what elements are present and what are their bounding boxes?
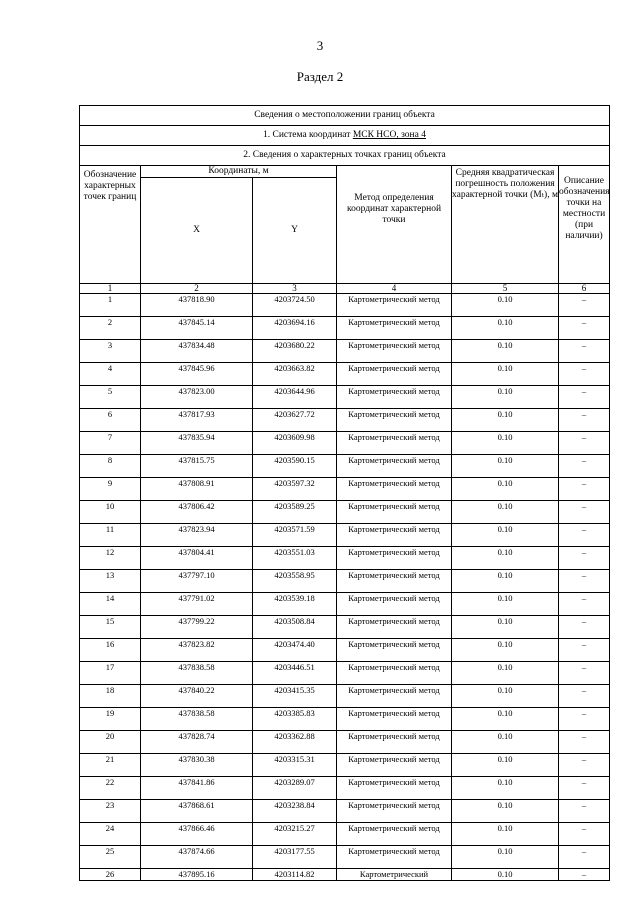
x-cell: 437797.10 — [141, 570, 253, 593]
table-row — [80, 478, 610, 501]
error-cell: 0.10 — [452, 386, 559, 409]
point-id-cell: 4 — [80, 363, 141, 386]
table-row — [80, 317, 610, 340]
table-row — [80, 616, 610, 639]
header-error: Средняя квадратическая погрешность положения характерной точки (Mₜ), м — [452, 166, 559, 284]
boundary-points-table — [79, 105, 610, 881]
description-cell: – — [559, 754, 610, 777]
x-cell: 437868.61 — [141, 800, 253, 823]
column-number: 6 — [559, 284, 610, 294]
header-y: Y — [253, 178, 337, 284]
method-cell: Картометрический метод — [337, 708, 452, 731]
point-id-cell: 3 — [80, 340, 141, 363]
point-id-cell: 5 — [80, 386, 141, 409]
point-id-cell: 25 — [80, 846, 141, 869]
x-cell: 437840.22 — [141, 685, 253, 708]
y-cell: 4203609.98 — [253, 432, 337, 455]
method-cell: Картометрический метод — [337, 478, 452, 501]
description-cell: – — [559, 593, 610, 616]
point-id-cell: 9 — [80, 478, 141, 501]
y-cell: 4203590.15 — [253, 455, 337, 478]
description-cell: – — [559, 501, 610, 524]
description-cell: – — [559, 386, 610, 409]
y-cell: 4203362.88 — [253, 731, 337, 754]
description-cell: – — [559, 731, 610, 754]
table-row — [80, 501, 610, 524]
point-id-cell: 18 — [80, 685, 141, 708]
x-cell: 437815.75 — [141, 455, 253, 478]
table-row — [80, 708, 610, 731]
method-cell: Картометрический метод — [337, 616, 452, 639]
method-cell: Картометрический метод — [337, 501, 452, 524]
coordinate-system-name: МСК НСО, зона 4 — [352, 130, 426, 140]
y-cell: 4203474.40 — [253, 639, 337, 662]
error-cell: 0.10 — [452, 846, 559, 869]
method-cell: Картометрический метод — [337, 570, 452, 593]
point-id-cell: 26 — [80, 869, 141, 881]
error-cell: 0.10 — [452, 800, 559, 823]
method-cell: Картометрический метод — [337, 846, 452, 869]
method-cell: Картометрический — [337, 869, 452, 881]
page-number: 3 — [316, 38, 324, 53]
table-row — [80, 731, 610, 754]
method-cell: Картометрический метод — [337, 455, 452, 478]
error-cell: 0.10 — [452, 869, 559, 881]
table-row — [80, 570, 610, 593]
error-cell: 0.10 — [452, 731, 559, 754]
error-cell: 0.10 — [452, 662, 559, 685]
description-cell: – — [559, 432, 610, 455]
y-cell: 4203446.51 — [253, 662, 337, 685]
table-row — [80, 777, 610, 800]
description-cell: – — [559, 662, 610, 685]
table-row — [80, 685, 610, 708]
error-cell: 0.10 — [452, 455, 559, 478]
error-cell: 0.10 — [452, 616, 559, 639]
point-id-cell: 19 — [80, 708, 141, 731]
column-number: 5 — [452, 284, 559, 294]
error-cell: 0.10 — [452, 317, 559, 340]
x-cell: 437806.42 — [141, 501, 253, 524]
x-cell: 437834.48 — [141, 340, 253, 363]
point-id-cell: 1 — [80, 294, 141, 317]
method-cell: Картометрический метод — [337, 524, 452, 547]
y-cell: 4203385.83 — [253, 708, 337, 731]
table-row — [80, 662, 610, 685]
point-id-cell: 13 — [80, 570, 141, 593]
y-cell: 4203238.84 — [253, 800, 337, 823]
x-cell: 437838.58 — [141, 708, 253, 731]
error-cell: 0.10 — [452, 754, 559, 777]
point-id-cell: 24 — [80, 823, 141, 846]
point-id-cell: 11 — [80, 524, 141, 547]
x-cell: 437823.94 — [141, 524, 253, 547]
description-cell: – — [559, 708, 610, 731]
method-cell: Картометрический метод — [337, 409, 452, 432]
point-id-cell: 15 — [80, 616, 141, 639]
method-cell: Картометрический метод — [337, 340, 452, 363]
error-cell: 0.10 — [452, 432, 559, 455]
y-cell: 4203597.32 — [253, 478, 337, 501]
table-row — [80, 455, 610, 478]
x-cell: 437823.82 — [141, 639, 253, 662]
table-row — [80, 593, 610, 616]
description-cell: – — [559, 409, 610, 432]
x-cell: 437823.00 — [141, 386, 253, 409]
x-cell: 437818.90 — [141, 294, 253, 317]
point-id-cell: 23 — [80, 800, 141, 823]
point-id-cell: 2 — [80, 317, 141, 340]
column-number: 3 — [253, 284, 337, 294]
y-cell: 4203551.03 — [253, 547, 337, 570]
error-cell: 0.10 — [452, 340, 559, 363]
point-id-cell: 21 — [80, 754, 141, 777]
description-cell: – — [559, 777, 610, 800]
error-cell: 0.10 — [452, 685, 559, 708]
error-cell: 0.10 — [452, 478, 559, 501]
method-cell: Картометрический метод — [337, 593, 452, 616]
description-cell: – — [559, 823, 610, 846]
error-cell: 0.10 — [452, 593, 559, 616]
method-cell: Картометрический метод — [337, 547, 452, 570]
x-cell: 437817.93 — [141, 409, 253, 432]
y-cell: 4203627.72 — [253, 409, 337, 432]
x-cell: 437804.41 — [141, 547, 253, 570]
x-cell: 437791.02 — [141, 593, 253, 616]
y-cell: 4203539.18 — [253, 593, 337, 616]
coordinate-system-prefix: 1. Система координат — [263, 130, 353, 140]
table-row — [80, 363, 610, 386]
y-cell: 4203114.82 — [253, 869, 337, 881]
x-cell: 437845.96 — [141, 363, 253, 386]
table-row — [80, 823, 610, 846]
y-cell: 4203508.84 — [253, 616, 337, 639]
column-number: 1 — [80, 284, 141, 294]
description-cell: – — [559, 294, 610, 317]
method-cell: Картометрический метод — [337, 317, 452, 340]
method-cell: Картометрический метод — [337, 662, 452, 685]
table-row — [80, 386, 610, 409]
error-cell: 0.10 — [452, 777, 559, 800]
method-cell: Картометрический метод — [337, 386, 452, 409]
error-cell: 0.10 — [452, 524, 559, 547]
x-cell: 437841.86 — [141, 777, 253, 800]
error-cell: 0.10 — [452, 409, 559, 432]
y-cell: 4203589.25 — [253, 501, 337, 524]
point-id-cell: 6 — [80, 409, 141, 432]
y-cell: 4203177.55 — [253, 846, 337, 869]
column-numbers-row — [80, 284, 610, 294]
x-cell: 437874.66 — [141, 846, 253, 869]
y-cell: 4203724.50 — [253, 294, 337, 317]
description-cell: – — [559, 570, 610, 593]
table-subtitle: 2. Сведения о характерных точках границ объекта — [80, 146, 610, 166]
error-cell: 0.10 — [452, 294, 559, 317]
error-cell: 0.10 — [452, 823, 559, 846]
x-cell: 437838.58 — [141, 662, 253, 685]
method-cell: Картометрический метод — [337, 639, 452, 662]
point-id-cell: 12 — [80, 547, 141, 570]
y-cell: 4203694.16 — [253, 317, 337, 340]
error-cell: 0.10 — [452, 570, 559, 593]
error-cell: 0.10 — [452, 547, 559, 570]
table-row — [80, 409, 610, 432]
header-method: Метод определения координат характерной точки — [337, 166, 452, 284]
x-cell: 437845.14 — [141, 317, 253, 340]
x-cell: 437866.46 — [141, 823, 253, 846]
description-cell: – — [559, 478, 610, 501]
y-cell: 4203415.35 — [253, 685, 337, 708]
point-id-cell: 7 — [80, 432, 141, 455]
description-cell: – — [559, 869, 610, 881]
x-cell: 437828.74 — [141, 731, 253, 754]
y-cell: 4203315.31 — [253, 754, 337, 777]
header-description: Описание обозначения точки на местности (при наличии) — [559, 166, 610, 284]
x-cell: 437835.94 — [141, 432, 253, 455]
description-cell: – — [559, 616, 610, 639]
y-cell: 4203558.95 — [253, 570, 337, 593]
table-row — [80, 524, 610, 547]
point-id-cell: 22 — [80, 777, 141, 800]
error-cell: 0.10 — [452, 708, 559, 731]
point-id-cell: 17 — [80, 662, 141, 685]
section-title: Раздел 2 — [296, 69, 344, 84]
description-cell: – — [559, 639, 610, 662]
description-cell: – — [559, 685, 610, 708]
method-cell: Картометрический метод — [337, 777, 452, 800]
table-title: Сведения о местоположении границ объекта — [80, 106, 610, 126]
description-cell: – — [559, 455, 610, 478]
x-cell: 437799.22 — [141, 616, 253, 639]
table-row — [80, 547, 610, 570]
header-coordinates: Координаты, м — [141, 166, 337, 178]
y-cell: 4203289.07 — [253, 777, 337, 800]
y-cell: 4203663.82 — [253, 363, 337, 386]
header-point-id: Обозначение характерных точек границ — [80, 166, 141, 284]
y-cell: 4203644.96 — [253, 386, 337, 409]
point-id-cell: 16 — [80, 639, 141, 662]
x-cell: 437895.16 — [141, 869, 253, 881]
table-row — [80, 800, 610, 823]
header-x: X — [141, 178, 253, 284]
method-cell: Картометрический метод — [337, 363, 452, 386]
description-cell: – — [559, 317, 610, 340]
method-cell: Картометрический метод — [337, 800, 452, 823]
error-cell: 0.10 — [452, 639, 559, 662]
table-row — [80, 340, 610, 363]
point-id-cell: 20 — [80, 731, 141, 754]
method-cell: Картометрический метод — [337, 731, 452, 754]
point-id-cell: 8 — [80, 455, 141, 478]
y-cell: 4203680.22 — [253, 340, 337, 363]
x-cell: 437808.91 — [141, 478, 253, 501]
description-cell: – — [559, 340, 610, 363]
point-id-cell: 10 — [80, 501, 141, 524]
column-number: 2 — [141, 284, 253, 294]
error-cell: 0.10 — [452, 363, 559, 386]
coordinate-system — [80, 126, 610, 146]
table-row — [80, 294, 610, 317]
method-cell: Картометрический метод — [337, 754, 452, 777]
description-cell: – — [559, 846, 610, 869]
column-number: 4 — [337, 284, 452, 294]
method-cell: Картометрический метод — [337, 823, 452, 846]
table-row — [80, 639, 610, 662]
description-cell: – — [559, 800, 610, 823]
method-cell: Картометрический метод — [337, 294, 452, 317]
error-cell: 0.10 — [452, 501, 559, 524]
table-row — [80, 846, 610, 869]
description-cell: – — [559, 363, 610, 386]
description-cell: – — [559, 524, 610, 547]
point-id-cell: 14 — [80, 593, 141, 616]
method-cell: Картометрический метод — [337, 432, 452, 455]
x-cell: 437830.38 — [141, 754, 253, 777]
y-cell: 4203571.59 — [253, 524, 337, 547]
method-cell: Картометрический метод — [337, 685, 452, 708]
y-cell: 4203215.27 — [253, 823, 337, 846]
description-cell: – — [559, 547, 610, 570]
table-row — [80, 754, 610, 777]
table-row — [80, 869, 610, 881]
table-row — [80, 432, 610, 455]
